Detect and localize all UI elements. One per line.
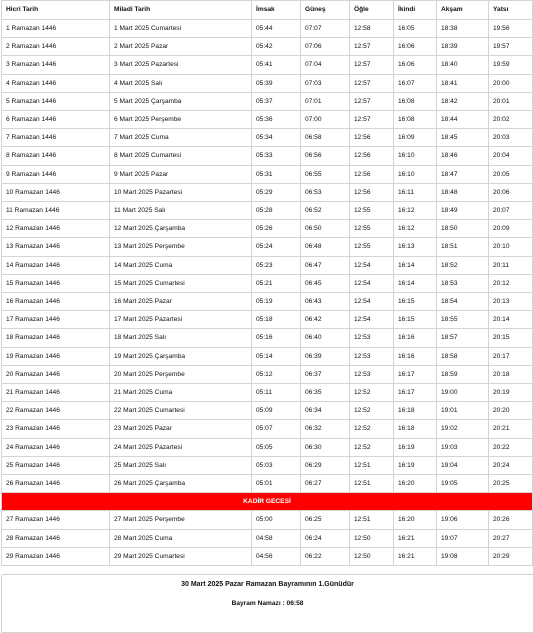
miladi-cell: 4 Mart 2025 Salı (110, 74, 252, 92)
imsak-cell: 04:58 (252, 529, 301, 547)
ogle-cell: 12:55 (350, 202, 394, 220)
hicri-cell: 21 Ramazan 1446 (2, 384, 110, 402)
yatsi-cell: 20:26 (489, 511, 533, 529)
ogle-cell: 12:52 (350, 420, 394, 438)
aksam-cell: 18:46 (437, 147, 489, 165)
gunes-cell: 06:29 (301, 456, 350, 474)
gunes-cell: 06:27 (301, 475, 350, 493)
imsak-cell: 05:36 (252, 111, 301, 129)
table-row (2, 220, 533, 238)
imsak-cell: 05:16 (252, 329, 301, 347)
ikindi-cell: 16:09 (394, 129, 437, 147)
gunes-cell: 06:47 (301, 256, 350, 274)
ikindi-cell: 16:16 (394, 329, 437, 347)
yatsi-cell: 20:02 (489, 111, 533, 129)
ikindi-cell: 16:21 (394, 547, 437, 565)
ogle-cell: 12:56 (350, 129, 394, 147)
imsak-cell: 05:19 (252, 293, 301, 311)
yatsi-cell: 20:24 (489, 456, 533, 474)
ikindi-cell: 16:18 (394, 420, 437, 438)
yatsi-cell: 20:15 (489, 329, 533, 347)
table-row (2, 129, 533, 147)
gunes-cell: 07:03 (301, 74, 350, 92)
miladi-cell: 29 Mart 2025 Cumartesi (110, 547, 252, 565)
miladi-cell: 16 Mart 2025 Pazar (110, 293, 252, 311)
aksam-cell: 18:53 (437, 274, 489, 292)
table-row (2, 511, 533, 529)
table-row (2, 183, 533, 201)
imsak-cell: 05:18 (252, 311, 301, 329)
kadir-gecesi-label: KADİR GECESİ (2, 493, 533, 511)
ikindi-cell: 16:14 (394, 256, 437, 274)
table-row (2, 202, 533, 220)
ikindi-cell: 16:06 (394, 56, 437, 74)
yatsi-cell: 20:00 (489, 74, 533, 92)
imsak-cell: 05:23 (252, 256, 301, 274)
ogle-cell: 12:57 (350, 111, 394, 129)
miladi-cell: 8 Mart 2025 Cumartesi (110, 147, 252, 165)
yatsi-cell: 20:07 (489, 202, 533, 220)
ramazan-imsakiye (1, 0, 532, 633)
header-aksam: Akşam (437, 1, 489, 20)
ikindi-cell: 16:11 (394, 183, 437, 201)
ikindi-cell: 16:13 (394, 238, 437, 256)
hicri-cell: 2 Ramazan 1446 (2, 38, 110, 56)
imsak-cell: 05:42 (252, 38, 301, 56)
yatsi-cell: 19:57 (489, 38, 533, 56)
hicri-cell: 7 Ramazan 1446 (2, 129, 110, 147)
aksam-cell: 18:39 (437, 38, 489, 56)
miladi-cell: 11 Mart 2025 Salı (110, 202, 252, 220)
hicri-cell: 17 Ramazan 1446 (2, 311, 110, 329)
hicri-cell: 9 Ramazan 1446 (2, 165, 110, 183)
imsak-cell: 05:07 (252, 420, 301, 438)
ogle-cell: 12:56 (350, 147, 394, 165)
imsak-cell: 05:09 (252, 402, 301, 420)
imsak-cell: 05:39 (252, 74, 301, 92)
ikindi-cell: 16:15 (394, 293, 437, 311)
miladi-cell: 1 Mart 2025 Cumartesi (110, 20, 252, 38)
imsak-cell: 05:12 (252, 365, 301, 383)
yatsi-cell: 20:20 (489, 402, 533, 420)
miladi-cell: 24 Mart 2025 Pazartesi (110, 438, 252, 456)
imsak-cell: 05:34 (252, 129, 301, 147)
hicri-cell: 10 Ramazan 1446 (2, 183, 110, 201)
gunes-cell: 06:56 (301, 147, 350, 165)
aksam-cell: 19:03 (437, 438, 489, 456)
ikindi-cell: 16:08 (394, 111, 437, 129)
hicri-cell: 5 Ramazan 1446 (2, 92, 110, 110)
hicri-cell: 27 Ramazan 1446 (2, 511, 110, 529)
ogle-cell: 12:56 (350, 165, 394, 183)
table-row (2, 111, 533, 129)
ikindi-cell: 16:12 (394, 220, 437, 238)
imsak-cell: 05:37 (252, 92, 301, 110)
miladi-cell: 19 Mart 2025 Çarşamba (110, 347, 252, 365)
gunes-cell: 07:06 (301, 38, 350, 56)
miladi-cell: 25 Mart 2025 Salı (110, 456, 252, 474)
aksam-cell: 18:55 (437, 311, 489, 329)
yatsi-cell: 20:18 (489, 365, 533, 383)
aksam-cell: 18:42 (437, 92, 489, 110)
yatsi-cell: 20:06 (489, 183, 533, 201)
hicri-cell: 14 Ramazan 1446 (2, 256, 110, 274)
miladi-cell: 17 Mart 2025 Pazartesi (110, 311, 252, 329)
miladi-cell: 5 Mart 2025 Çarşamba (110, 92, 252, 110)
yatsi-cell: 19:56 (489, 20, 533, 38)
table-row (2, 420, 533, 438)
header-imsak: İmsak (252, 1, 301, 20)
table-row (2, 238, 533, 256)
table-row (2, 147, 533, 165)
table-row (2, 38, 533, 56)
ogle-cell: 12:50 (350, 547, 394, 565)
hicri-cell: 1 Ramazan 1446 (2, 20, 110, 38)
table-row (2, 547, 533, 565)
header-gunes: Güneş (301, 1, 350, 20)
gunes-cell: 06:48 (301, 238, 350, 256)
ogle-cell: 12:55 (350, 238, 394, 256)
miladi-cell: 6 Mart 2025 Perşembe (110, 111, 252, 129)
miladi-cell: 14 Mart 2025 Cuma (110, 256, 252, 274)
imsak-cell: 04:56 (252, 547, 301, 565)
miladi-cell: 3 Mart 2025 Pazartesi (110, 56, 252, 74)
aksam-cell: 18:51 (437, 238, 489, 256)
ikindi-cell: 16:05 (394, 20, 437, 38)
header-ikindi: İkindi (394, 1, 437, 20)
hicri-cell: 16 Ramazan 1446 (2, 293, 110, 311)
gunes-cell: 06:53 (301, 183, 350, 201)
table-row (2, 329, 533, 347)
hicri-cell: 3 Ramazan 1446 (2, 56, 110, 74)
hicri-cell: 19 Ramazan 1446 (2, 347, 110, 365)
aksam-cell: 18:57 (437, 329, 489, 347)
yatsi-cell: 20:10 (489, 238, 533, 256)
hicri-cell: 6 Ramazan 1446 (2, 111, 110, 129)
miladi-cell: 9 Mart 2025 Pazar (110, 165, 252, 183)
yatsi-cell: 20:04 (489, 147, 533, 165)
bayram-info: 30 Mart 2025 Pazar Ramazan Bayramının 1.Günüdür (181, 581, 354, 589)
aksam-cell: 19:02 (437, 420, 489, 438)
kadir-gecesi-row (2, 493, 533, 511)
miladi-cell: 15 Mart 2025 Cumartesi (110, 274, 252, 292)
yatsi-cell: 20:14 (489, 311, 533, 329)
yatsi-cell: 20:05 (489, 165, 533, 183)
aksam-cell: 18:41 (437, 74, 489, 92)
hicri-cell: 11 Ramazan 1446 (2, 202, 110, 220)
yatsi-cell: 20:21 (489, 420, 533, 438)
table-row (2, 365, 533, 383)
table-row (2, 165, 533, 183)
ogle-cell: 12:57 (350, 38, 394, 56)
hicri-cell: 25 Ramazan 1446 (2, 456, 110, 474)
gunes-cell: 06:35 (301, 384, 350, 402)
gunes-cell: 06:30 (301, 438, 350, 456)
imsak-cell: 05:05 (252, 438, 301, 456)
imsak-cell: 05:01 (252, 475, 301, 493)
ogle-cell: 12:54 (350, 274, 394, 292)
header-row (2, 1, 533, 20)
table-row (2, 256, 533, 274)
spacer-cell (2, 566, 533, 575)
ogle-cell: 12:51 (350, 475, 394, 493)
aksam-cell: 18:59 (437, 365, 489, 383)
table-row (2, 74, 533, 92)
miladi-cell: 26 Mart 2025 Çarşamba (110, 475, 252, 493)
ikindi-cell: 16:18 (394, 402, 437, 420)
spacer-section (2, 566, 533, 575)
hicri-cell: 26 Ramazan 1446 (2, 475, 110, 493)
table-row (2, 311, 533, 329)
imsak-cell: 05:00 (252, 511, 301, 529)
miladi-cell: 2 Mart 2025 Pazar (110, 38, 252, 56)
aksam-cell: 18:45 (437, 129, 489, 147)
hicri-cell: 4 Ramazan 1446 (2, 74, 110, 92)
ogle-cell: 12:53 (350, 329, 394, 347)
gunes-cell: 06:32 (301, 420, 350, 438)
aksam-cell: 18:44 (437, 111, 489, 129)
aksam-cell: 18:38 (437, 20, 489, 38)
aksam-cell: 18:40 (437, 56, 489, 74)
yatsi-cell: 20:17 (489, 347, 533, 365)
hicri-cell: 13 Ramazan 1446 (2, 238, 110, 256)
gunes-cell: 07:07 (301, 20, 350, 38)
aksam-cell: 18:50 (437, 220, 489, 238)
hicri-cell: 15 Ramazan 1446 (2, 274, 110, 292)
gunes-cell: 06:43 (301, 293, 350, 311)
aksam-cell: 18:49 (437, 202, 489, 220)
ikindi-cell: 16:07 (394, 74, 437, 92)
yatsi-cell: 20:29 (489, 547, 533, 565)
table-row (2, 92, 533, 110)
table-row (2, 20, 533, 38)
ogle-cell: 12:53 (350, 347, 394, 365)
gunes-cell: 06:22 (301, 547, 350, 565)
table-row (2, 438, 533, 456)
imsak-cell: 05:33 (252, 147, 301, 165)
hicri-cell: 22 Ramazan 1446 (2, 402, 110, 420)
miladi-cell: 22 Mart 2025 Cumartesi (110, 402, 252, 420)
miladi-cell: 23 Mart 2025 Pazar (110, 420, 252, 438)
table-row (2, 475, 533, 493)
aksam-cell: 19:05 (437, 475, 489, 493)
imsak-cell: 05:41 (252, 56, 301, 74)
ogle-cell: 12:52 (350, 384, 394, 402)
bayram-namazi: Bayram Namazı : 06:58 (231, 600, 304, 608)
ikindi-cell: 16:15 (394, 311, 437, 329)
aksam-cell: 19:08 (437, 547, 489, 565)
gunes-cell: 07:04 (301, 56, 350, 74)
gunes-cell: 06:55 (301, 165, 350, 183)
table-body (2, 20, 533, 493)
yatsi-cell: 20:09 (489, 220, 533, 238)
yatsi-cell: 20:01 (489, 92, 533, 110)
table-row (2, 456, 533, 474)
hicri-cell: 29 Ramazan 1446 (2, 547, 110, 565)
hicri-cell: 20 Ramazan 1446 (2, 365, 110, 383)
aksam-cell: 19:06 (437, 511, 489, 529)
spacer-row (2, 566, 533, 575)
table-row (2, 274, 533, 292)
table-row (2, 384, 533, 402)
imsak-cell: 05:11 (252, 384, 301, 402)
bayram-footer (1, 575, 533, 633)
gunes-cell: 06:24 (301, 529, 350, 547)
imsak-cell: 05:26 (252, 220, 301, 238)
imsak-cell: 05:29 (252, 183, 301, 201)
gunes-cell: 06:50 (301, 220, 350, 238)
ogle-cell: 12:51 (350, 456, 394, 474)
yatsi-cell: 20:25 (489, 475, 533, 493)
table-body-after (2, 511, 533, 566)
miladi-cell: 10 Mart 2025 Pazartesi (110, 183, 252, 201)
ikindi-cell: 16:12 (394, 202, 437, 220)
miladi-cell: 12 Mart 2025 Çarşamba (110, 220, 252, 238)
ogle-cell: 12:52 (350, 438, 394, 456)
ogle-cell: 12:57 (350, 56, 394, 74)
imsak-cell: 05:28 (252, 202, 301, 220)
ikindi-cell: 16:17 (394, 365, 437, 383)
imsak-cell: 05:24 (252, 238, 301, 256)
hicri-cell: 12 Ramazan 1446 (2, 220, 110, 238)
ikindi-cell: 16:20 (394, 511, 437, 529)
imsak-cell: 05:21 (252, 274, 301, 292)
yatsi-cell: 20:19 (489, 384, 533, 402)
gunes-cell: 06:37 (301, 365, 350, 383)
yatsi-cell: 20:03 (489, 129, 533, 147)
table-row (2, 293, 533, 311)
ikindi-cell: 16:19 (394, 456, 437, 474)
gunes-cell: 06:25 (301, 511, 350, 529)
miladi-cell: 21 Mart 2025 Cuma (110, 384, 252, 402)
ikindi-cell: 16:17 (394, 384, 437, 402)
hicri-cell: 23 Ramazan 1446 (2, 420, 110, 438)
aksam-cell: 19:07 (437, 529, 489, 547)
ikindi-cell: 16:10 (394, 165, 437, 183)
table-row (2, 56, 533, 74)
ikindi-cell: 16:08 (394, 92, 437, 110)
ikindi-cell: 16:16 (394, 347, 437, 365)
miladi-cell: 27 Mart 2025 Perşembe (110, 511, 252, 529)
aksam-cell: 19:00 (437, 384, 489, 402)
gunes-cell: 06:58 (301, 129, 350, 147)
imsak-cell: 05:14 (252, 347, 301, 365)
miladi-cell: 18 Mart 2025 Salı (110, 329, 252, 347)
ikindi-cell: 16:06 (394, 38, 437, 56)
ogle-cell: 12:55 (350, 220, 394, 238)
gunes-cell: 07:00 (301, 111, 350, 129)
gunes-cell: 06:45 (301, 274, 350, 292)
ogle-cell: 12:57 (350, 92, 394, 110)
yatsi-cell: 19:59 (489, 56, 533, 74)
gunes-cell: 06:39 (301, 347, 350, 365)
yatsi-cell: 20:12 (489, 274, 533, 292)
ikindi-cell: 16:21 (394, 529, 437, 547)
imsak-cell: 05:03 (252, 456, 301, 474)
gunes-cell: 06:34 (301, 402, 350, 420)
ogle-cell: 12:56 (350, 183, 394, 201)
yatsi-cell: 20:11 (489, 256, 533, 274)
ikindi-cell: 16:19 (394, 438, 437, 456)
imsakiye-table (1, 0, 533, 575)
ogle-cell: 12:53 (350, 365, 394, 383)
ikindi-cell: 16:20 (394, 475, 437, 493)
gunes-cell: 06:42 (301, 311, 350, 329)
aksam-cell: 18:48 (437, 183, 489, 201)
ogle-cell: 12:52 (350, 402, 394, 420)
kadir-section (2, 493, 533, 511)
aksam-cell: 18:52 (437, 256, 489, 274)
imsak-cell: 05:44 (252, 20, 301, 38)
imsak-cell: 05:31 (252, 165, 301, 183)
yatsi-cell: 20:22 (489, 438, 533, 456)
ikindi-cell: 16:10 (394, 147, 437, 165)
table-row (2, 347, 533, 365)
header-hicri: Hicri Tarih (2, 1, 110, 20)
yatsi-cell: 20:27 (489, 529, 533, 547)
ogle-cell: 12:57 (350, 74, 394, 92)
yatsi-cell: 20:13 (489, 293, 533, 311)
hicri-cell: 28 Ramazan 1446 (2, 529, 110, 547)
aksam-cell: 18:54 (437, 293, 489, 311)
miladi-cell: 7 Mart 2025 Cuma (110, 129, 252, 147)
gunes-cell: 06:40 (301, 329, 350, 347)
hicri-cell: 24 Ramazan 1446 (2, 438, 110, 456)
ikindi-cell: 16:14 (394, 274, 437, 292)
gunes-cell: 06:52 (301, 202, 350, 220)
hicri-cell: 18 Ramazan 1446 (2, 329, 110, 347)
gunes-cell: 07:01 (301, 92, 350, 110)
miladi-cell: 13 Mart 2025 Perşembe (110, 238, 252, 256)
ogle-cell: 12:58 (350, 20, 394, 38)
aksam-cell: 18:47 (437, 165, 489, 183)
miladi-cell: 20 Mart 2025 Perşembe (110, 365, 252, 383)
ogle-cell: 12:54 (350, 256, 394, 274)
hicri-cell: 8 Ramazan 1446 (2, 147, 110, 165)
miladi-cell: 28 Mart 2025 Cuma (110, 529, 252, 547)
ogle-cell: 12:50 (350, 529, 394, 547)
aksam-cell: 18:58 (437, 347, 489, 365)
table-row (2, 529, 533, 547)
ogle-cell: 12:54 (350, 311, 394, 329)
header-yatsi: Yatsı (489, 1, 533, 20)
aksam-cell: 19:01 (437, 402, 489, 420)
header-miladi: Miladi Tarih (110, 1, 252, 20)
header-ogle: Öğle (350, 1, 394, 20)
aksam-cell: 19:04 (437, 456, 489, 474)
table-row (2, 402, 533, 420)
ogle-cell: 12:54 (350, 293, 394, 311)
ogle-cell: 12:51 (350, 511, 394, 529)
